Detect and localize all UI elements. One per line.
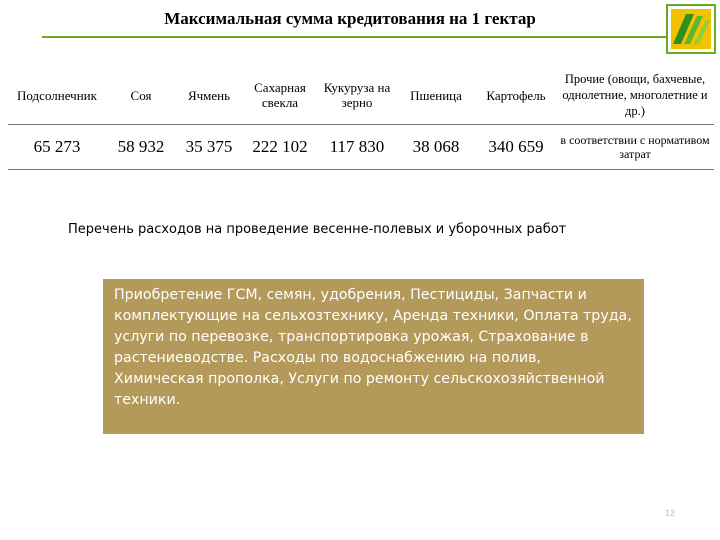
value-corn: 117 830: [318, 125, 396, 170]
col-header-barley: Ячмень: [187, 87, 231, 103]
table-row: [8, 125, 714, 170]
col-header-soy: Соя: [130, 87, 152, 103]
value-other: в соответствии с нормативом затрат: [556, 125, 714, 170]
value-sugar-beet: 222 102: [242, 125, 318, 170]
value-potato: 340 659: [476, 125, 556, 170]
col-header-sugar-beet: Сахарная свекла: [254, 80, 306, 110]
col-header-corn: Кукуруза на зерно: [323, 80, 391, 110]
value-wheat: 38 068: [396, 125, 476, 170]
col-header-wheat: Пшеница: [410, 87, 462, 103]
page-number: 12: [664, 508, 675, 518]
credit-limits-table: [8, 66, 714, 170]
col-header-sunflower: Подсолнечник: [17, 87, 97, 103]
expenses-heading: Перечень расходов на проведение весенне-полевых и уборочных работ: [68, 222, 567, 237]
green-yellow-corporate-logo-icon: [666, 4, 716, 54]
value-soy: 58 932: [106, 125, 176, 170]
value-barley: 35 375: [176, 125, 242, 170]
value-sunflower: 65 273: [8, 125, 106, 170]
slide-title: Максимальная сумма кредитования на 1 гектар: [164, 9, 536, 28]
title-underline: [42, 36, 668, 38]
col-header-potato: Картофель: [486, 87, 546, 103]
table-header-row: [8, 66, 714, 125]
expenses-list-box: [103, 279, 644, 434]
col-header-other: Прочие (овощи, бахчевые, однолетние, многолетние и др.): [562, 72, 708, 118]
expenses-text: Приобретение ГСМ, семян, удобрения, Пестициды, Запчасти и комплектующие на сельхозтехнику, Аренда техники, Оплата труда, услуги по перевозке, транспортировка урожая, Страхование в растениеводстве. Расходы по водоснабжению на полив, Химическая прополка, Услуги по ремонту сельскохозяйственной техники.: [114, 287, 632, 408]
